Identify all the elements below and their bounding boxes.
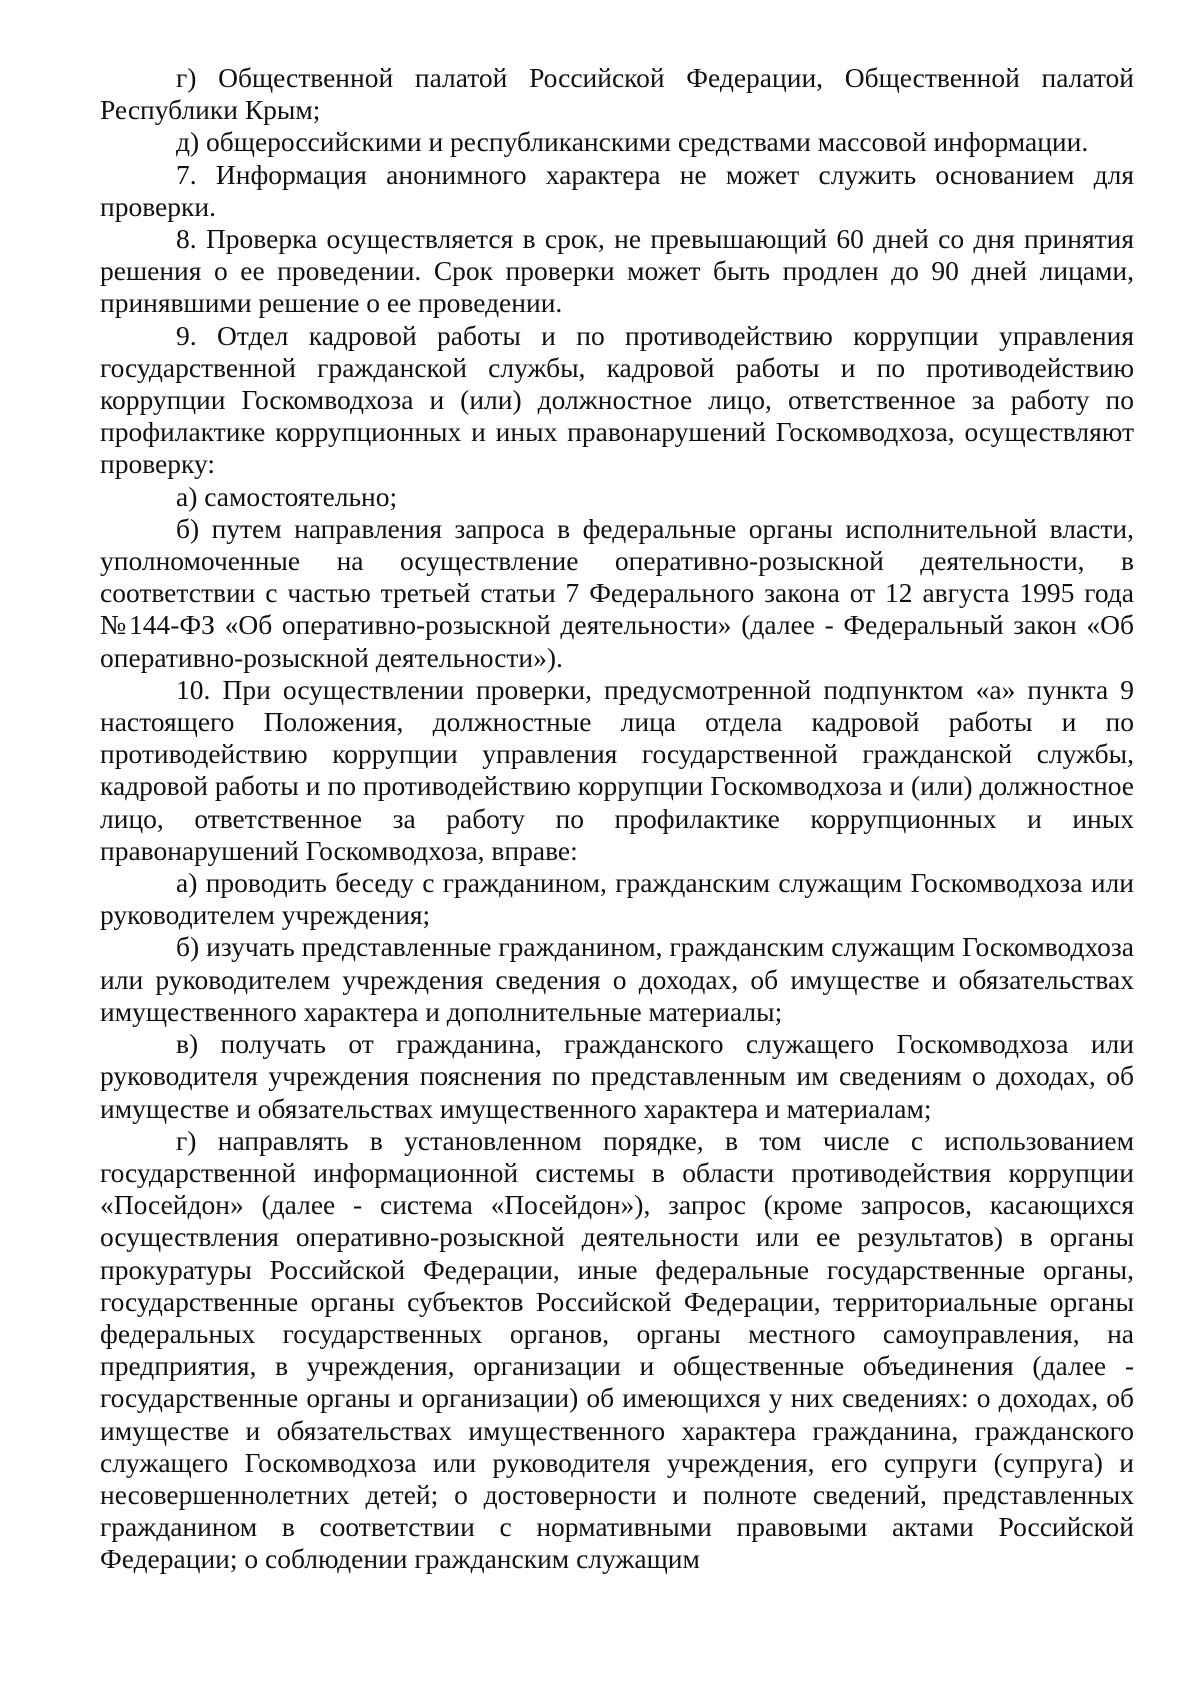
- paragraph-8-check-period: 8. Проверка осуществляется в срок, не превышающий 60 дней со дня принятия решения о ее проведении. Срок проверки может быть продлен до 90 дней лицами, принявшими решение о ее проведении.: [100, 223, 1134, 319]
- paragraph-10v-explanations: в) получать от гражданина, гражданского служащего Госкомводхоза или руководителя учреждения пояснения по представленным им сведениям о доходах, об имуществе и обязательствах имущественного характера и материалам;: [100, 1028, 1134, 1124]
- paragraph-g-public-chamber: г) Общественной палатой Российской Федерации, Общественной палатой Республики Крым;: [100, 62, 1134, 126]
- paragraph-9-department: 9. Отдел кадровой работы и по противодействию коррупции управления государственной гражданской службы, кадровой работы и по противодействию коррупции Госкомводхоза и (или) должностное лицо, ответственное за работу по профилактике коррупционных и иных правонарушений Госкомводхоза, осуществляют проверку:: [100, 319, 1134, 480]
- paragraph-d-mass-media: д) общероссийскими и республиканскими средствами массовой информации.: [176, 126, 1089, 158]
- paragraph-7-anonymous-info: 7. Информация анонимного характера не может служить основанием для проверки.: [100, 158, 1134, 222]
- paragraph-10g-requests: г) направлять в установленном порядке, в том числе с использованием государственной информационной системы в области противодействия коррупции «Посейдон» (далее - система «Посейдон»), запрос (кроме запросов, касающихся осуществления оперативно-розыскной деятельности или ее результатов) в органы прокуратуры Российской Федерации, иные федеральные государственные органы, государственные органы субъектов Российской Федерации, территориальные органы федеральных государственных органов, органы местного самоуправления, на предприятия, в учреждения, организации и общественные объединения (далее - государственные органы и организации) об имеющихся у них сведениях: о доходах, об имуществе и обязательствах имущественного характера гражданина, гражданского служащего Госкомводхоза или руководителя учреждения, его супруги (супруга) и несовершеннолетних детей; о достоверности и полноте сведений, представленных гражданином в соответствии с нормативными правовыми актами Российской Федерации; о соблюдении гражданским служащим: [100, 1124, 1134, 1575]
- paragraph-9b-request: б) путем направления запроса в федеральные органы исполнительной власти, уполномоченные на осуществление оперативно-розыскной деятельности, в соответствии с частью третьей статьи 7 Федерального закона от 12 августа 1995 года №144-ФЗ «Об оперативно-розыскной деятельности» (далее - Федеральный закон «Об оперативно-розыскной деятельности»).: [100, 512, 1134, 673]
- paragraph-10b-study: б) изучать представленные гражданином, гражданским служащим Госкомводхоза или руководителем учреждения сведения о доходах, об имуществе и обязательствах имущественного характера и дополнительные материалы;: [100, 931, 1134, 1027]
- paragraph-10a-conversation: а) проводить беседу с гражданином, гражданским служащим Госкомводхоза или руководителем учреждения;: [100, 867, 1134, 931]
- paragraph-9a-independently: а) самостоятельно;: [176, 480, 398, 512]
- document-body: [100, 62, 1134, 1576]
- paragraph-10-rights: 10. При осуществлении проверки, предусмотренной подпунктом «а» пункта 9 настоящего Положения, должностные лица отдела кадровой работы и по противодействию коррупции управления государственной гражданской службы, кадровой работы и по противодействию коррупции Госкомводхоза и (или) должностное лицо, ответственное за работу по профилактике коррупционных и иных правонарушений Госкомводхоза, вправе:: [100, 673, 1134, 866]
